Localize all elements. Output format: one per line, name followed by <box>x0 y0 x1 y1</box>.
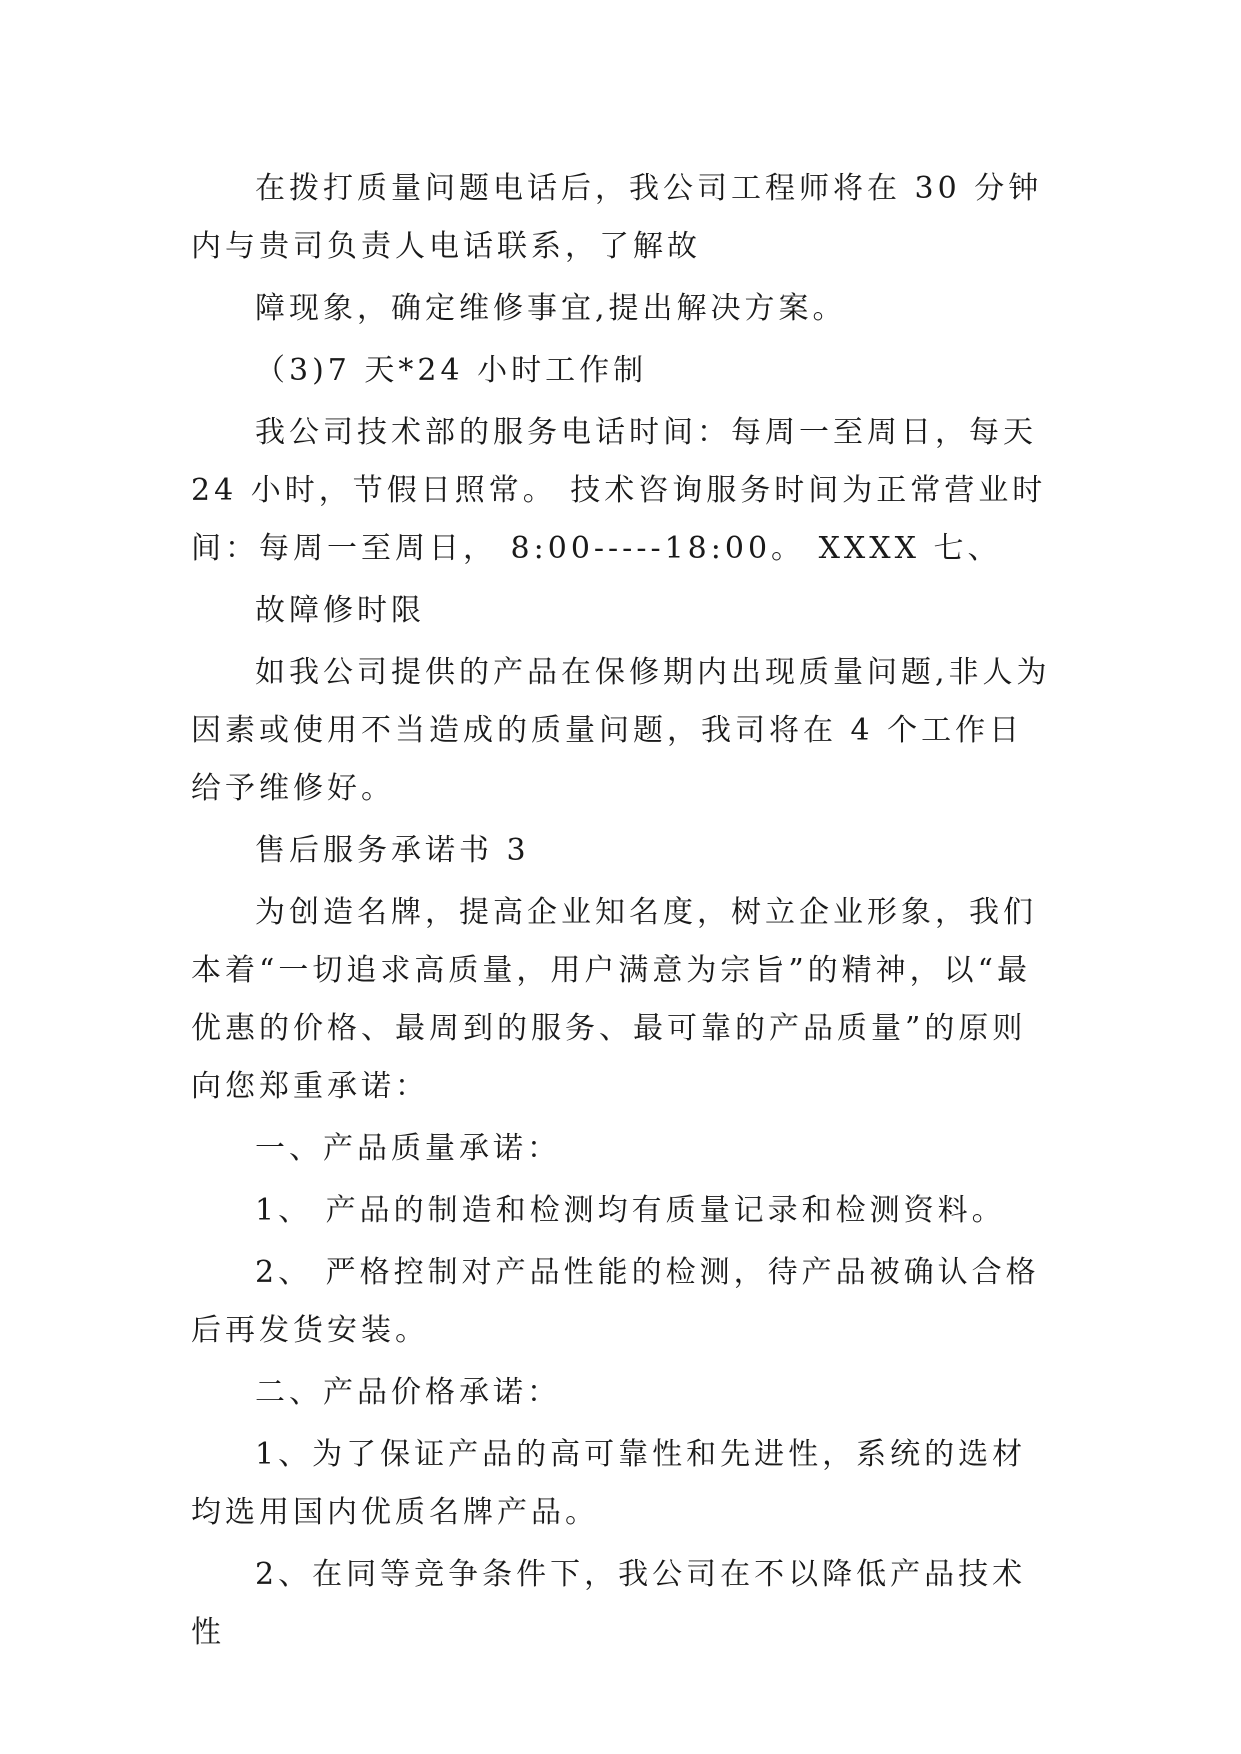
paragraph-7-title: 售后服务承诺书 3 <box>255 833 530 868</box>
paragraph-12-heading: 二、产品价格承诺： <box>255 1375 561 1410</box>
paragraph-3-heading: （3)7 天*24 小时工作制 <box>255 353 648 388</box>
document-body <box>191 160 1051 1662</box>
paragraph-13: 1、为了保证产品的高可靠性和先进性，系统的选材均选用国内优质名牌产品。 <box>191 1437 1027 1530</box>
paragraph-14: 2、在同等竞争条件下，我公司在不以降低产品技术性 <box>191 1557 1027 1650</box>
paragraph-6: 如我公司提供的产品在保修期内出现质量问题,非人为因素或使用不当造成的质量问题，我司将在 4 个工作日给予维修好。 <box>191 655 1051 806</box>
paragraph-11: 2、 严格控制对产品性能的检测，待产品被确认合格后再发货安装。 <box>191 1255 1040 1348</box>
paragraph-9-heading: 一、产品质量承诺： <box>255 1131 561 1166</box>
paragraph-1: 在拨打质量问题电话后，我公司工程师将在 30 分钟内与贵司负责人电话联系，了解故 <box>191 171 1043 264</box>
paragraph-5-heading: 故障修时限 <box>255 593 425 628</box>
paragraph-4: 我公司技术部的服务电话时间：每周一至周日，每天 24 小时，节假日照常。 技术咨询服务时间为正常营业时间：每周一至周日， 8:00-----18:00。 XXXX 七、 <box>191 415 1047 566</box>
paragraph-10: 1、 产品的制造和检测均有质量记录和检测资料。 <box>255 1193 1006 1228</box>
paragraph-2: 障现象，确定维修事宜,提出解决方案。 <box>255 291 847 326</box>
paragraph-8: 为创造名牌，提高企业知名度，树立企业形象，我们本着“一切追求高质量，用户满意为宗旨”的精神，以“最优惠的价格、最周到的服务、最可靠的产品质量”的原则向您郑重承诺： <box>191 895 1037 1104</box>
